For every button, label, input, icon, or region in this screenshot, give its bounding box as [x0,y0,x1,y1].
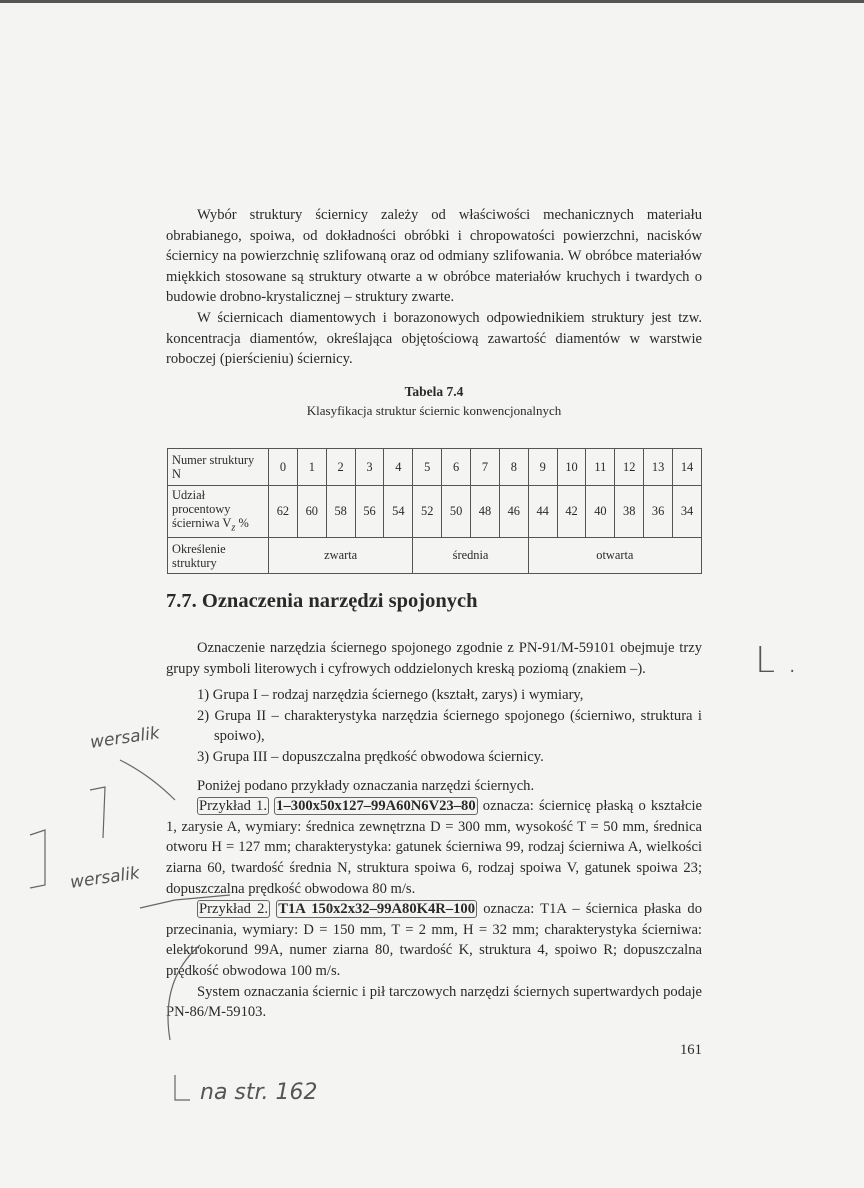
table-cell: 54 [384,486,413,538]
table-cell: 11 [586,449,615,486]
table-cell: 9 [528,449,557,486]
table-cell: 48 [471,486,500,538]
table-cell: 0 [269,449,298,486]
paragraph-standard: System oznaczania ściernic i pił tarczowych narzędzi ściernych supertwardych podaje PN-86/M-59103. [166,983,702,1021]
group-cell: średnia [413,538,528,574]
list-item: 3) Grupa III – dopuszczalna prędkość obwodowa ściernicy. [197,748,544,765]
list-item: 1) Grupa I – rodzaj narzędzia ściernego (kształt, zarys) i wymiary, [197,687,584,704]
table-cell: 12 [615,449,644,486]
table-cell: 4 [384,449,413,486]
table-cell: 42 [557,486,586,538]
table-cell: 52 [413,486,442,538]
subscript: z [231,522,236,534]
unit: % [235,516,249,530]
pen-stroke [140,895,230,908]
table-cell: 58 [326,486,355,538]
table-cell: 40 [586,486,615,538]
example-text: oznacza: ściernicę płaską o kształcie 1, zarysie A, wymiary: średnica zewnętrzna D = 300 mm, wysokość T = 50 mm, średnica otworu H = 127 mm; charakterystyka: gatunek ścierniwa 99, rodzaj ścierniwa A, wielkości ziarna 60, twardość średnia N, struktura spoiwa 6, rodzaj spoiwa V, gatunek spoiwa 23; dopuszczalna prędkość obwodowa 80 m/s. [166,798,702,897]
table-cell: 3 [355,449,384,486]
handwritten-mark: L . [755,640,798,681]
handwritten-note: wersalik [68,863,141,893]
paragraph-structure-choice: Wybór struktury ściernicy zależy od właściwości mechanicznych materiału obrabianego, spoiwa, od dokładności obróbki i chropowatości powierzchni, nacisków ściernicy na powierzchnię szlifowaną oraz od odmiany szlifowania. W obróbce materiałów miękkich stosowane są struktury otwarte a w obróbce materiałów kruchych i twardych o budowie drobno-krystalicznej – struktury zwarte. [166,207,702,306]
paragraph-examples-intro: Poniżej podano przykłady oznaczania narzędzi ściernych. [197,777,535,794]
pen-stroke [175,1075,190,1100]
example-code: 1–300x50x127–99A60N6V23–80 [276,798,476,815]
table-cell: 34 [673,486,702,538]
handwritten-note: wersalik [88,723,161,753]
pen-stroke [30,830,45,888]
table-cell: 14 [673,449,702,486]
table-cell: 44 [528,486,557,538]
page-number: 161 [680,1042,702,1058]
row-header: Numer struktury N [168,449,269,486]
table-cell: 50 [442,486,471,538]
example-label: Przykład 1. [199,798,267,815]
table-cell: 5 [413,449,442,486]
row-header-text: Udział procentowy ścierniwa V [172,488,232,530]
example-code: T1A 150x2x32–99A80K4R–100 [278,901,475,918]
row-header: Określenie struktury [168,538,269,574]
table-cell: 46 [499,486,528,538]
example-text: oznacza: T1A – ściernica płaska do przecinania, wymiary: D = 150 mm, T = 2 mm, H = 32 mm; charakterystyka ścierniwa: elektrokorund 99A, numer ziarna 80, twardość K, struktura 4, spoiwo R; dopuszczalna prędkość obwodowa 100 m/s. [166,901,702,979]
list-item: 2) Grupa II – charakterystyka narzędzia ściernego spojonego (ścierniwo, struktura i spoiwo), [197,707,702,745]
table-cell: 2 [326,449,355,486]
table-cell: 8 [499,449,528,486]
group-cell: otwarta [528,538,701,574]
pen-stroke [120,760,175,800]
section-heading: 7.7. Oznaczenia narzędzi spojonych [166,590,478,612]
table-cell: 13 [644,449,673,486]
handwritten-note: na str. 162 [200,1080,318,1105]
pen-stroke [168,945,200,1040]
table-cell: 62 [269,486,298,538]
paragraph-designation-intro: Oznaczenie narzędzia ściernego spojonego zgodnie z PN-91/M-59101 obejmuje trzy grupy symboli literowych i cyfrowych oddzielonych kreską poziomą (znakiem –). [166,640,702,677]
table-cell: 10 [557,449,586,486]
paragraph-diamond-concentration: W ściernicach diamentowych i borazonowych odpowiednikiem struktury jest tzw. koncentracja diamentów, określająca objętościową zawartość diamentów w warstwie roboczej (pierścieniu) ściernicy. [166,309,702,368]
table-label: Tabela 7.4 [404,384,464,399]
table-cell: 60 [297,486,326,538]
table-cell: 36 [644,486,673,538]
table-cell: 56 [355,486,384,538]
group-cell: zwarta [269,538,413,574]
table-cell: 7 [471,449,500,486]
table-cell: 6 [442,449,471,486]
example-label: Przykład 2. [199,901,269,918]
table-cell: 38 [615,486,644,538]
pen-stroke [90,787,105,838]
table-title: Klasyfikacja struktur ściernic konwencjonalnych [306,403,562,418]
table-cell: 1 [297,449,326,486]
